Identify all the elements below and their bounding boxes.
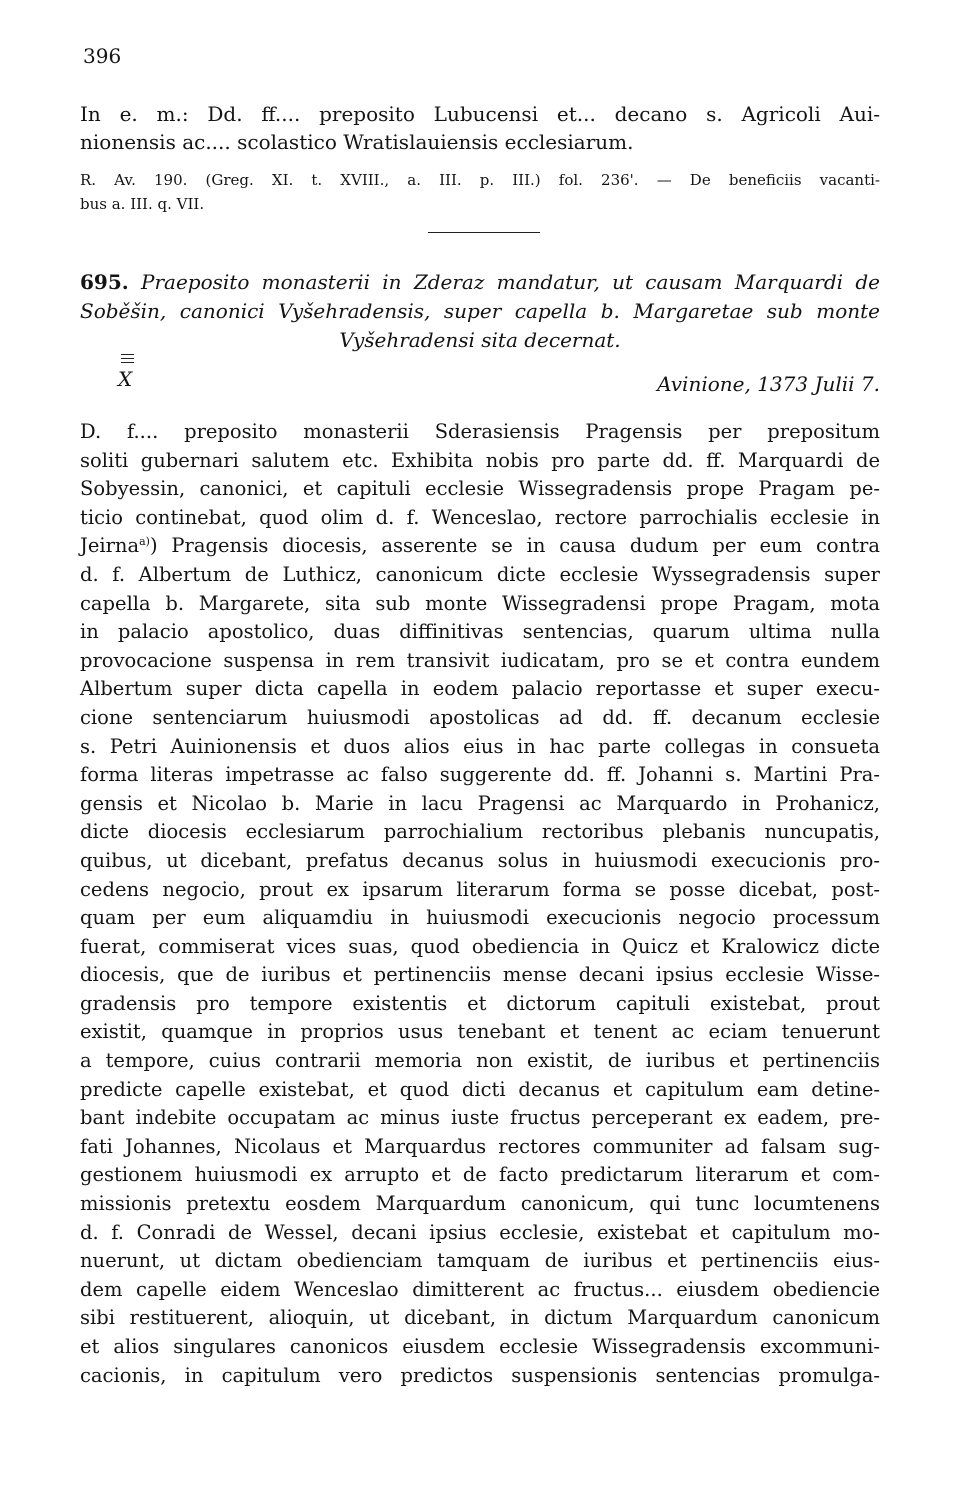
body-line: existit, quamque in proprios usus tenebant et tenent ac eciam tenuerunt [80, 1020, 880, 1044]
place-date: Avinione, 1373 Julii 7. [657, 372, 880, 396]
document-number: 695. [80, 270, 129, 294]
body-line: dem capelle eidem Wenceslao dimitterent ac fructus... eiusdem obediencie [80, 1277, 880, 1301]
body-line: missionis pretextu eosdem Marquardum canonicum, qui tunc locumtenens [80, 1192, 880, 1216]
body-line: cedens negocio, prout ex ipsarum literarum forma se posse dicebat, post- [80, 877, 880, 901]
body-line: soliti gubernari salutem etc. Exhibita nobis pro parte dd. ff. Marquardi de [80, 448, 880, 472]
body-line: gensis et Nicolao b. Marie in lacu Pragensi ac Marquardo in Prohanicz, [80, 791, 880, 815]
body-line: cacionis, in capitulum vero predictos suspensionis sentencias promulga- [80, 1363, 880, 1387]
body-line: Sobyessin, canonici, et capituli ecclesie Wissegradensis prope Pragam pe- [80, 477, 880, 501]
body-line: predicte capelle existebat, et quod dicti decanus et capitulum eam detine- [80, 1077, 880, 1101]
source-line: R. Av. 190. (Greg. XI. t. XVIII., a. III. p. III.) fol. 236'. — De beneficiis vacanti- [80, 171, 880, 189]
body-line: fati Johannes, Nicolaus et Marquardus rectores communiter ad falsam sug- [80, 1134, 880, 1158]
body-line: gestionem huiusmodi ex arrupto et de facto predictarum literarum et com- [80, 1163, 880, 1187]
previous-document-closing [80, 100, 880, 156]
body-line: D. f.... preposito monasterii Sderasiensis Pragensis per prepositum [80, 420, 880, 443]
body-line: provocacione suspensa in rem transivit iudicatam, pro se et contra eundem [80, 648, 880, 672]
body-line: diocesis, que de iuribus et pertinenciis mense decani ipsius ecclesie Wisse- [80, 963, 880, 987]
body-line: Albertum super dicta capella in eodem palacio reportasse et super execu- [80, 677, 880, 701]
body-line: quam per eum aliquamdiu in huiusmodi execucionis negocio processum [80, 906, 880, 930]
body-line: capella b. Margarete, sita sub monte Wissegradensi prope Pragam, mota [80, 591, 880, 615]
body-line: Jeirna$^{a)}$) Pragensis diocesis, asserente se in causa dudum per eum contra [80, 534, 880, 558]
body-line: bant indebite occupatam ac minus iuste fructus perceperant ex eadem, pre- [80, 1106, 880, 1130]
section-divider [428, 232, 540, 233]
body-line: dicte diocesis ecclesiarum parrochialium rectoribus plebanis nuncupatis, [80, 820, 880, 844]
page-number: 396 [83, 44, 122, 68]
regest-line: 695. Praeposito monasterii in Zderaz mandatur, ut causam Marquardi de [80, 270, 880, 294]
body-line: d. f. Conradi de Wessel, decani ipsius ecclesie, existebat et capitulum mo- [80, 1220, 880, 1244]
body-line: ticio continebat, quod olim d. f. Wenceslao, rectore parrochialis ecclesie in [80, 505, 880, 529]
source-line: bus a. III. q. VII. [80, 195, 205, 213]
body-line: nuerunt, ut dictam obedienciam tamquam de iuribus et pertinenciis eius- [80, 1249, 880, 1273]
body-line: in palacio apostolico, duas diffinitivas sentencias, quarum ultima nulla [80, 620, 880, 644]
closing-line: nionensis ac.... scolastico Wratislauiensis ecclesiarum. [80, 130, 634, 154]
footnote-mark: a) [139, 535, 150, 549]
body-line: et alios singulares canonicos eiusdem ecclesie Wissegradensis excommuni- [80, 1335, 880, 1358]
body-line: s. Petri Auinionensis et duos alios eius in hac parte collegas in consueta [80, 734, 880, 758]
body-line: a tempore, cuius contrarii memoria non existit, de iuribus et pertinenciis [80, 1049, 880, 1073]
body-line: forma literas impetrasse ac falso suggerente dd. ff. Johanni s. Martini Pra- [80, 763, 880, 787]
document-body [80, 418, 880, 1390]
body-line: cione sentenciarum huiusmodi apostolicas ad dd. ff. decanum ecclesie [80, 705, 880, 729]
body-line: sibi restituerent, alioquin, ut dicebant, in dictum Marquardum canonicum [80, 1306, 880, 1330]
body-line: fuerat, commiserat vices suas, quod obediencia in Quicz et Kralowicz dicte [80, 934, 880, 958]
source-reference [80, 168, 880, 216]
regest-line: Vyšehradensi sita decernat. [339, 328, 621, 352]
triple-bar-icon [121, 354, 134, 367]
body-line: d. f. Albertum de Luthicz, canonicum dicte ecclesie Wyssegradensis super [80, 562, 880, 586]
body-line: quibus, ut dicebant, prefatus decanus solus in huiusmodi execucionis pro- [80, 848, 880, 872]
roman-numeral-mark: X [118, 354, 134, 391]
document-regest [80, 268, 880, 355]
regest-line: Soběšin, canonici Vyšehradensis, super capella b. Margaretae sub monte [80, 299, 880, 323]
closing-line: In e. m.: Dd. ff.... preposito Lubucensi et... decano s. Agricoli Aui- [80, 102, 880, 126]
body-line: gradensis pro tempore existentis et dictorum capituli existebat, prout [80, 991, 880, 1015]
